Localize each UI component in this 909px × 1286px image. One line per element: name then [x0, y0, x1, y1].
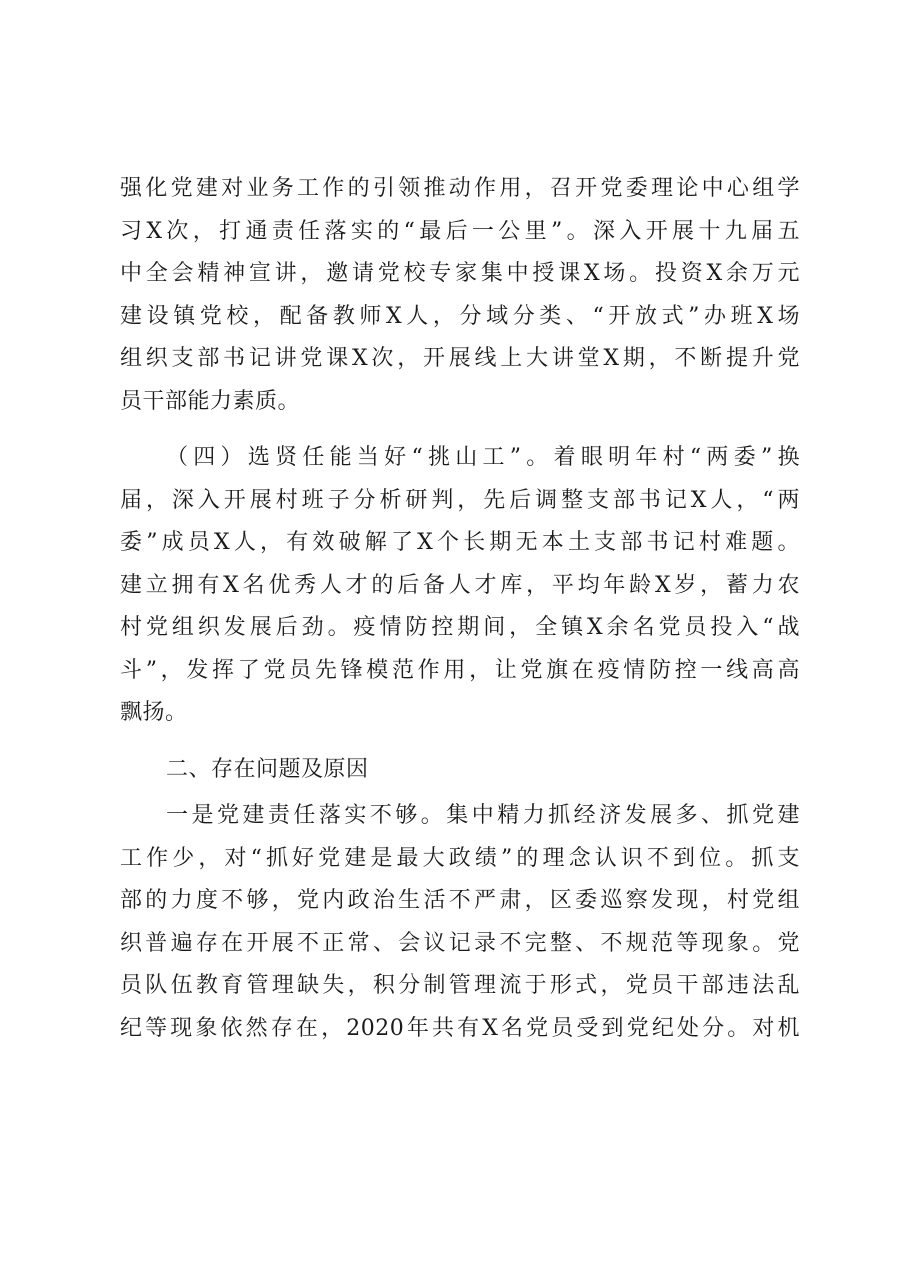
- text-line: 中全会精神宣讲，邀请党校专家集中授课X场。投资X余万元: [120, 261, 800, 286]
- text-line: 届，深入开展村班子分析研判，先后调整支部书记X人，“两: [120, 487, 800, 513]
- text-line: 员干部能力素质。: [120, 388, 301, 414]
- paragraph-4: [120, 795, 800, 1050]
- heading-text: 二、存在问题及原因: [166, 756, 369, 782]
- paragraph-1: [120, 168, 800, 423]
- text-line: 部的力度不够，党内政治生活不严肃，区委巡察发现，村党组: [120, 888, 800, 913]
- section-heading: [120, 749, 800, 792]
- text-line: 织普遍存在开展不正常、会议记录不完整、不规范等现象。党: [120, 930, 800, 956]
- text-line: 斗”，发挥了党员先锋模范作用，让党旗在疫情防控一线高高: [120, 657, 800, 683]
- text-line: 建设镇党校，配备教师X人，分域分类、“开放式”办班X场: [120, 303, 800, 329]
- paragraph-2: [120, 437, 800, 735]
- text-line: 建立拥有X名优秀人才的后备人才库，平均年龄X岁，蓄力农: [120, 572, 800, 598]
- text-line: （四）选贤任能当好“挑山工”。着眼明年村“两委”换: [166, 445, 800, 470]
- text-line: 一是党建责任落实不够。集中精力抓经济发展多、抓党建: [166, 803, 800, 828]
- text-line: 纪等现象依然存在，2020年共有X名党员受到党纪处分。对机: [120, 1015, 800, 1041]
- text-line: 委”成员X人，有效破解了X个长期无本土支部书记村难题。: [120, 530, 800, 555]
- text-line: 工作少，对“抓好党建是最大政绩”的理念认识不到位。抓支: [120, 845, 800, 871]
- document-body: [120, 168, 800, 1050]
- text-line: 飘扬。: [120, 700, 188, 725]
- text-line: 组织支部书记讲党课X次，开展线上大讲堂X期，不断提升党: [120, 346, 800, 371]
- text-line: 习X次，打通责任落实的“最后一公里”。深入开展十九届五: [120, 218, 800, 244]
- text-line: 员队伍教育管理缺失，积分制管理流于形式，党员干部违法乱: [120, 973, 800, 998]
- text-line: 村党组织发展后劲。疫情防控期间，全镇X余名党员投入“战: [120, 615, 800, 640]
- text-line: 强化党建对业务工作的引领推动作用，召开党委理论中心组学: [120, 176, 800, 201]
